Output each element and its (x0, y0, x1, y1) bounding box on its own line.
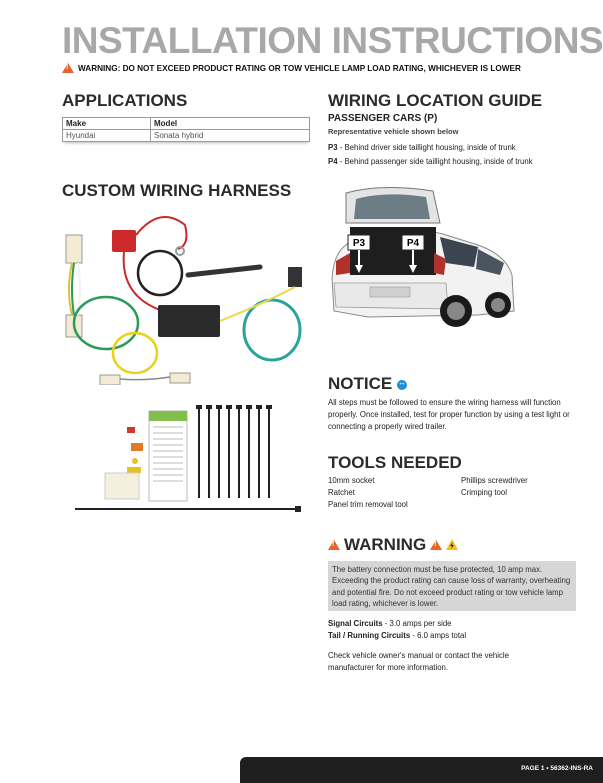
applications-table (62, 117, 310, 142)
signal-value: - 3.0 amps per side (382, 619, 452, 628)
applications-heading: APPLICATIONS (62, 91, 188, 110)
page-title: INSTALLATION INSTRUCTIONS (62, 20, 603, 61)
tail-label: Tail / Running Circuits (328, 631, 411, 640)
notice-title: NOTICE (328, 374, 393, 393)
info-icon (397, 380, 407, 390)
page-number: PAGE 1 • 56362-INS-RA (521, 765, 593, 772)
top-warning (62, 63, 521, 73)
tool-item: Crimping tool (461, 488, 507, 497)
tools-heading: TOOLS NEEDED (328, 453, 462, 472)
notice-heading (328, 374, 407, 394)
signal-circuits (328, 618, 452, 630)
vehicle-class-heading: PASSENGER CARS (P) (328, 113, 438, 124)
label-p4: P4 (406, 238, 420, 249)
tools-column-1 (328, 475, 408, 511)
column-header-model: Model (151, 118, 310, 130)
location-text: - Behind driver side taillight housing, inside of trunk (337, 143, 516, 152)
warning-heading (328, 535, 458, 555)
location-code: P4 (328, 157, 338, 166)
warning-box: The battery connection must be fuse protected, 10 amp max. Exceeding the product rating can cause loss of warranty, overheating and potential fire. Do not exceed product rating or tow vehicle lamp load rating, whichever is lower. (328, 561, 576, 611)
warning-title: WARNING (344, 535, 427, 554)
electrical-hazard-icon (446, 539, 458, 551)
top-warning-text: WARNING: DO NOT EXCEED PRODUCT RATING OR TOW VEHICLE LAMP LOAD RATING, WHICHEVER IS LOWER (78, 63, 521, 73)
column-header-make: Make (63, 118, 151, 130)
tool-item: 10mm socket (328, 476, 375, 485)
warning-icon (328, 540, 340, 550)
location-code: P3 (328, 143, 338, 152)
location-text: - Behind passenger side taillight housing, inside of trunk (337, 157, 533, 166)
notice-text: All steps must be followed to ensure the wiring harness will function properly. Once installed, test for proper function by using a test light or connecting a properly wired trailer. (328, 398, 570, 431)
table-header-row (63, 118, 310, 130)
vehicle-illustration (328, 183, 518, 338)
table-row (63, 130, 310, 142)
tool-item: Ratchet (328, 488, 355, 497)
signal-label: Signal Circuits (328, 619, 383, 628)
tail-circuits (328, 630, 466, 642)
wiring-guide-heading: WIRING LOCATION GUIDE (328, 91, 543, 110)
tail-value: - 6.0 amps total (410, 631, 467, 640)
tools-column-2 (461, 475, 528, 499)
footer-bar (240, 757, 603, 783)
harness-heading: CUSTOM WIRING HARNESS (62, 181, 292, 200)
warning-icon (62, 63, 74, 73)
check-manual-text: Check vehicle owner's manual or contact the vehicle manufacturer for more information. (328, 651, 509, 672)
tool-item: Phillips screwdriver (461, 476, 528, 485)
location-p3 (328, 143, 516, 152)
representative-note: Representative vehicle shown below (328, 127, 459, 136)
cell-make: Hyundai (63, 130, 151, 142)
tool-item: Panel trim removal tool (328, 500, 408, 509)
label-p3: P3 (352, 238, 366, 249)
cell-model: Sonata hybrid (151, 130, 310, 142)
location-p4 (328, 157, 533, 166)
warning-icon (430, 540, 442, 550)
harness-illustration (60, 205, 310, 385)
kit-contents-illustration (75, 403, 305, 518)
